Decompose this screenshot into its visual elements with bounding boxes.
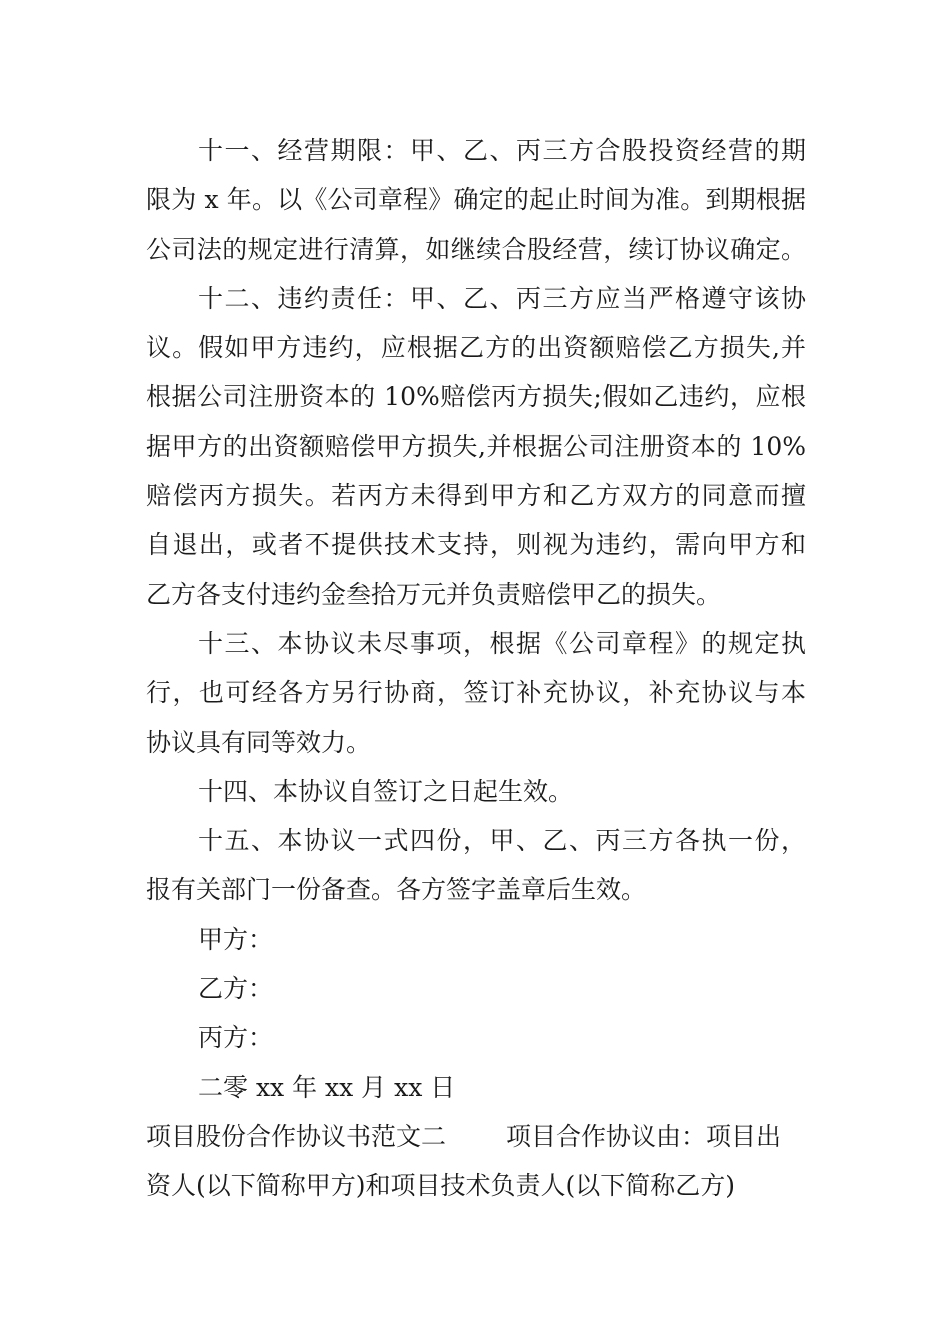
document-body xyxy=(146,126,806,1211)
clause-12-line-4: 据甲方的出资额赔偿甲方损失,并根据公司注册资本的 10% xyxy=(146,431,806,461)
clause-12-line-3: 根据公司注册资本的 10%赔偿丙方损失;假如乙违约，应根 xyxy=(146,382,806,412)
clause-12-line-5: 赔偿丙方损失。若丙方未得到甲方和乙方双方的同意而擅 xyxy=(146,481,806,511)
clause-13-line-2: 行，也可经各方另行协商，签订补充协议，补充协议与本 xyxy=(146,678,806,708)
clause-11-line-1: 十一、经营期限：甲、乙、丙三方合股投资经营的期 xyxy=(198,136,806,165)
clause-13-line-1: 十三、本协议未尽事项，根据《公司章程》的规定执 xyxy=(198,628,806,658)
clause-15-line-1: 十五、本协议一式四份，甲、乙、丙三方各执一份， xyxy=(198,826,806,856)
next-doc-intro-1: 项目合作协议由：项目出 xyxy=(506,1121,782,1151)
clause-11-line-2: 限为 x 年。以《公司章程》确定的起止时间为准。到期根据 xyxy=(146,185,806,215)
clause-12-line-7: 乙方各支付违约金叁拾万元并负责赔偿甲乙的损失。 xyxy=(146,579,722,609)
signature-party-b: 乙方： xyxy=(198,974,274,1004)
signature-party-a: 甲方： xyxy=(198,924,274,954)
clause-12-line-6: 自退出，或者不提供技术支持，则视为违约，需向甲方和 xyxy=(146,530,806,560)
next-doc-heading-line xyxy=(146,1112,806,1161)
signature-date: 二零 xx 年 xx 月 xx 日 xyxy=(198,1072,456,1102)
clause-12-line-1: 十二、违约责任：甲、乙、丙三方应当严格遵守该协 xyxy=(198,283,806,313)
next-doc-intro-2: 资人(以下简称甲方)和项目技术负责人(以下简称乙方) xyxy=(146,1171,736,1201)
clause-11-line-3: 公司法的规定进行清算，如继续合股经营，续订协议确定。 xyxy=(146,234,806,264)
clause-13-line-3: 协议具有同等效力。 xyxy=(146,727,372,757)
next-doc-title: 项目股份合作协议书范文二 xyxy=(146,1121,447,1151)
clause-14: 十四、本协议自签订之日起生效。 xyxy=(198,776,574,806)
signature-party-c: 丙方： xyxy=(198,1023,274,1053)
clause-15-line-2: 报有关部门一份备查。各方签字盖章后生效。 xyxy=(146,875,647,905)
clause-12-line-2: 议。假如甲方违约，应根据乙方的出资额赔偿乙方损失,并 xyxy=(146,333,806,363)
